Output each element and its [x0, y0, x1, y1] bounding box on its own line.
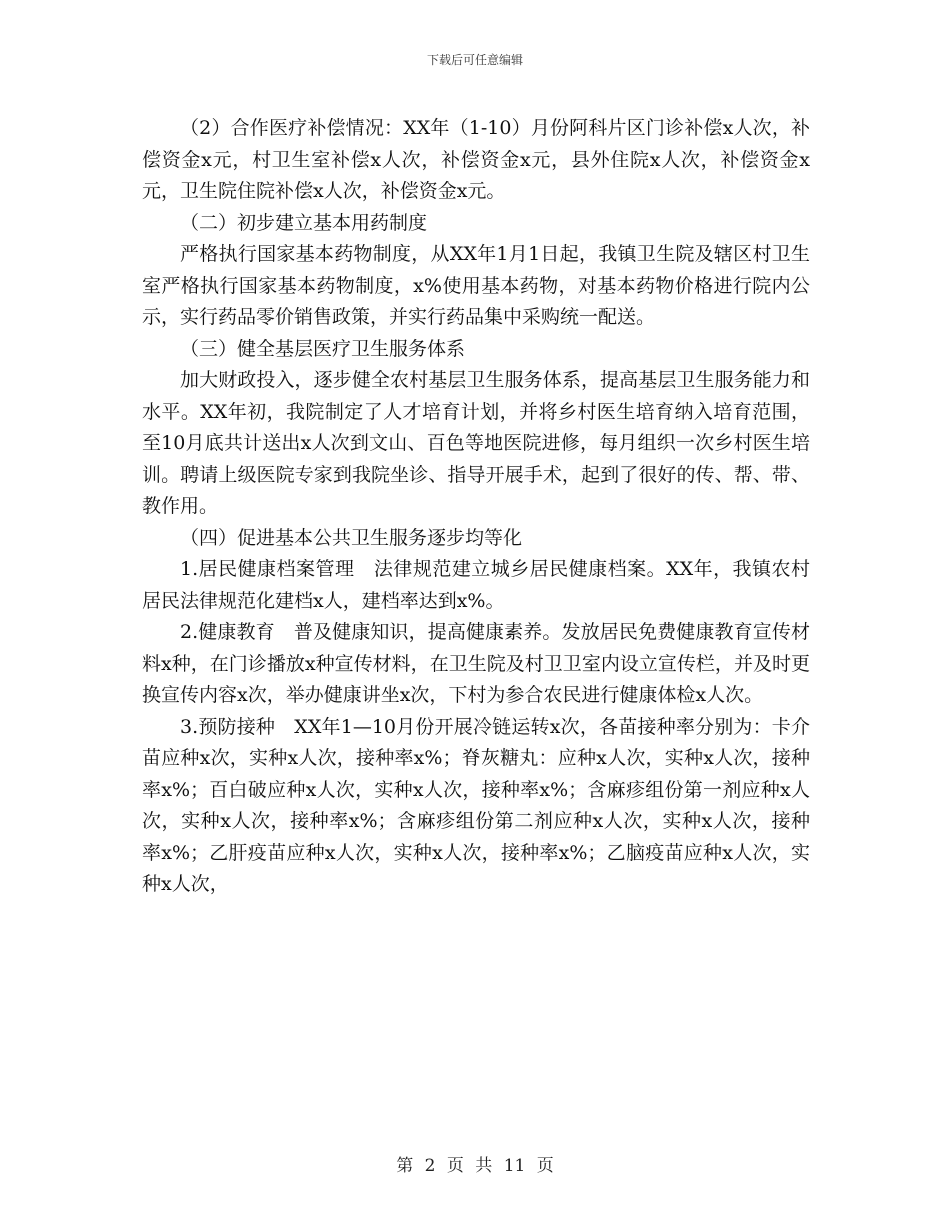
- page-footer: 第 2 页 共 11 页: [396, 1156, 554, 1176]
- paragraph-service-system: 加大财政投入，逐步健全农村基层卫生服务体系，提高基层卫生服务能力和水平。XX年初，我院制定了人才培育计划，并将乡村医生培育纳入培育范围，至10月底共计送出x人次到文山、百色等地医院进修，每月组织一次乡村医生培训。聘请上级医院专家到我院坐诊、指导开展手术，起到了很好的传、帮、带、教作用。: [142, 369, 810, 517]
- page-header: 下载后可任意编辑: [426, 53, 523, 67]
- paragraph-compensation: （2）合作医疗补偿情况：XX年（1-10）月份阿科片区门诊补偿x人次，补偿资金x元，村卫生室补偿x人次，补偿资金x元，县外住院x人次，补偿资金x元，卫生院住院补偿x人次，补偿资金x元。: [142, 117, 810, 202]
- section-heading-essential-drugs: （二）初步建立基本用药制度: [180, 211, 428, 234]
- section-heading-public-health: （四）促进基本公共卫生服务逐步均等化: [180, 526, 523, 549]
- section-heading-service-system: （三）健全基层医疗卫生服务体系: [180, 337, 466, 360]
- paragraph-essential-drugs: 严格执行国家基本药物制度，从XX年1月1日起，我镇卫生院及辖区村卫生室严格执行国家基本药物制度，x%使用基本药物，对基本药物价格进行院内公示，实行药品零价销售政策，并实行药品集中采购统一配送。: [142, 243, 810, 328]
- paragraph-vaccination: 3.预防接种 XX年1—10月份开展冷链运转x次，各苗接种率分别为：卡介苗应种x次，实种x人次，接种率x%；脊灰糖丸：应种x人次，实种x人次，接种率x%；百白破应种x人次，实种x人次，接种率x%；含麻疹组份第一剂应种x人次，实种x人次，接种率x%；含麻疹组份第二剂应种x人次，实种x人次，接种率x%；乙肝疫苗应种x人次，实种x人次，接种率x%；乙脑疫苗应种x人次，实种x人次，: [142, 715, 810, 895]
- document-body: [142, 113, 810, 901]
- paragraph-health-education: 2.健康教育 普及健康知识，提高健康素养。发放居民免费健康教育宣传材料x种，在门诊播放x种宣传材料，在卫生院及村卫卫室内设立宣传栏，并及时更换宣传内容x次，举办健康讲坐x次，下村为参合农民进行健康体检x人次。: [142, 621, 810, 706]
- paragraph-health-records: 1.居民健康档案管理 法律规范建立城乡居民健康档案。XX年，我镇农村居民法律规范化建档x人，建档率达到x%。: [142, 558, 810, 612]
